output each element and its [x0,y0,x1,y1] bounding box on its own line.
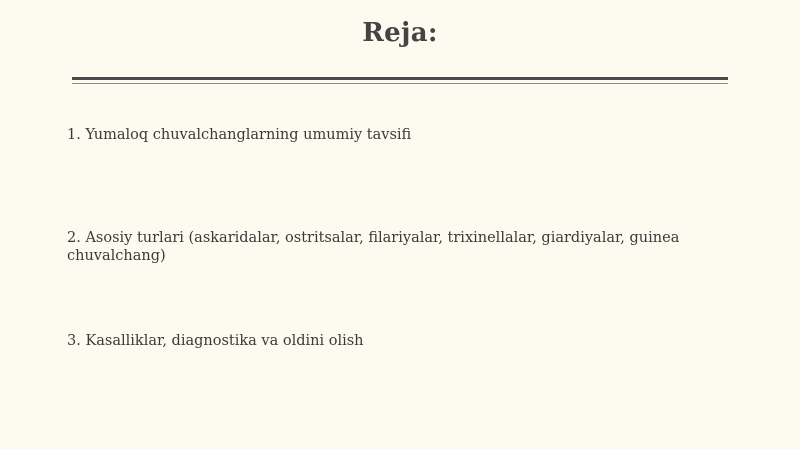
title-divider-thin [72,83,728,84]
plan-item-1: 1. Yumaloq chuvalchanglarning umumiy tavsifi [67,127,412,143]
plan-item-2: 2. Asosiy turlari (askaridalar, ostritsalar, filariyalar, trixinellalar, giardiyalar, guinea chuvalchang) [67,230,680,264]
plan-item-3: 3. Kasalliklar, diagnostika va oldini olish [67,333,364,349]
slide-title: Reja: [362,18,438,48]
title-divider-thick [72,77,728,80]
